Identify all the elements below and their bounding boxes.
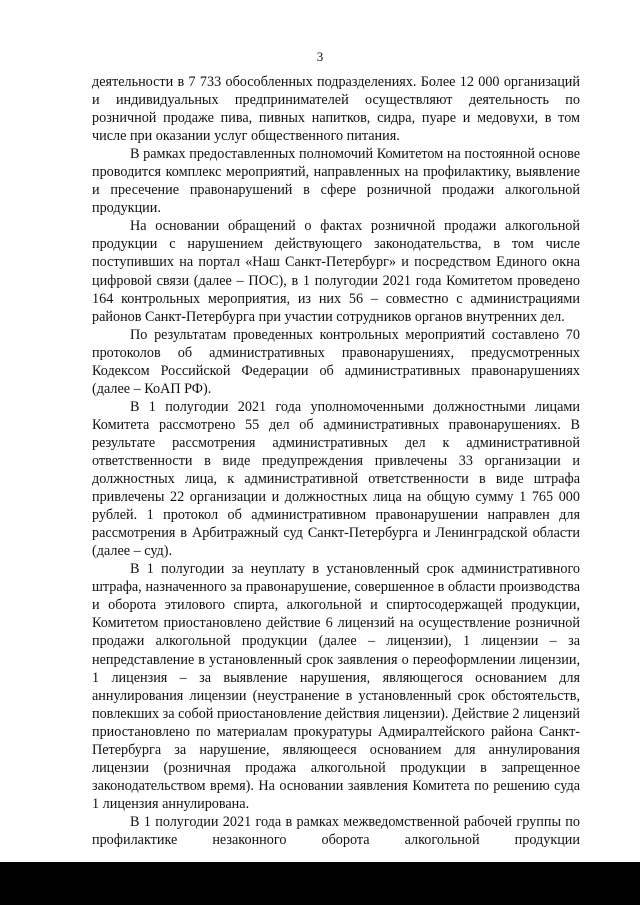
document-body [92, 73, 580, 849]
paragraph: В рамках предоставленных полномочий Комитетом на постоянной основе проводится комплекс мероприятий, направленных на профилактику, выявление и пресечение правонарушений в сфере розничной продажи алкогольной продукции. [92, 146, 580, 217]
paragraph: По результатам проведенных контрольных мероприятий составлено 70 протоколов об административных правонарушениях, предусмотренных Кодексом Российской Федерации об административных правонарушениях (далее – КоАП РФ). [92, 326, 580, 397]
page-number: 3 [316, 49, 324, 64]
scan-border [0, 862, 640, 905]
paragraph: В 1 полугодии за неуплату в установленный срок административного штрафа, назначенного за правонарушение, совершенное в области производства и оборота этилового спирта, алкогольной и спиртосодержащей продукции, Комитетом приостановлено действие 6 лицензий на осуществление розничной продажи алкогольной продукции (далее – лицензии), 1 лицензии – за непредставление в установленный срок заявления о переоформлении лицензии, 1 лицензия – за выявление нарушения, являющегося основанием для аннулирования лицензии (неустранение в установленный срок обстоятельств, повлекших за собой приостановление действия лицензии). Действие 2 лицензий приостановлено по материалам прокуратуры Адмиралтейского района Санкт-Петербурга за нарушение, являющееся основанием для аннулирования лицензии (розничная продажа алкогольной продукции в запрещенное законодательством время). На основании заявления Комитета по решению суда 1 лицензия аннулирована. [92, 561, 580, 812]
paragraph: В 1 полугодии 2021 года уполномоченными должностными лицами Комитета рассмотрено 55 дел об административных правонарушениях. В результате рассмотрения административных дел к административной ответственности в виде предупреждения привлечены 33 организации и должностных лица, к административной ответственности в виде штрафа привлечены 22 организации и должностных лица на общую сумму 1 765 000 рублей. 1 протокол об административном правонарушении направлен для рассмотрения в Арбитражный суд Санкт-Петербурга и Ленинградской области (далее – суд). [92, 398, 580, 560]
paragraph: деятельности в 7 733 обособленных подразделениях. Более 12 000 организаций и индивидуальных предпринимателей осуществляют деятельность по розничной продаже пива, пивных напитков, сидра, пуаре и медовухи, в том числе при оказании услуг общественного питания. [92, 74, 580, 145]
paragraph: В 1 полугодии 2021 года в рамках межведомственной рабочей группы по профилактике незаконного оборота алкогольной продукции [92, 813, 580, 848]
paragraph: На основании обращений о фактах розничной продажи алкогольной продукции с нарушением действующего законодательства, в том числе поступивших на портал «Наш Санкт-Петербург» и посредством Единого окна цифровой связи (далее – ПОС), в 1 полугодии 2021 года Комитетом проведено 164 контрольных мероприятия, из них 56 – совместно с администрациями районов Санкт-Петербурга при участии сотрудников органов внутренних дел. [92, 218, 580, 325]
